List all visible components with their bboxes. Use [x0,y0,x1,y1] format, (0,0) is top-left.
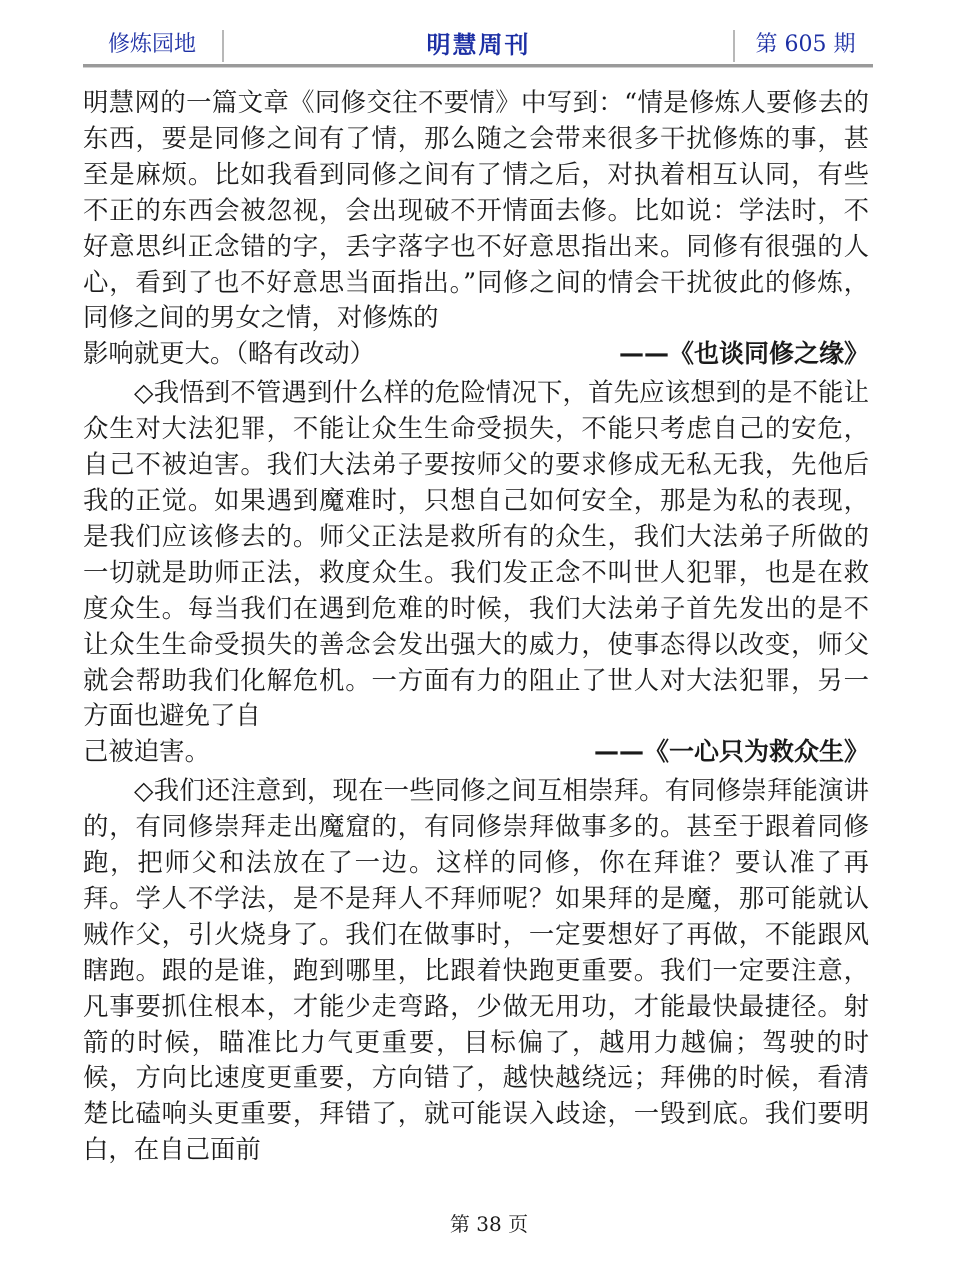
paragraph-closing-line [83,336,869,372]
paragraph-text: ◇我悟到不管遇到什么样的危险情况下，首先应该想到的是不能让众生对大法犯罪，不能让众生生命受损失，不能只考虑自己的安危，自己不被迫害。我们大法弟子要按师父的要求修成无私无我，先他后我的正觉。如果遇到魔难时，只想自己如何安全，那是为私的表现，是我们应该修去的。师父正法是救所有的众生，我们大法弟子所做的一切就是助师正法，救度众生。我们发正念不叫世人犯罪，也是在救度众生。每当我们在遇到危难的时候，我们大法弟子首先发出的是不让众生生命受损失的善念会发出强大的威力，使事态得以改变，师父就会帮助我们化解危机。一方面有力的阻止了世人对大法犯罪，另一方面也避免了自 [83,377,869,731]
paragraph-text: ◇我们还注意到，现在一些同修之间互相崇拜。有同修崇拜能演讲的，有同修崇拜走出魔窟的，有同修崇拜做事多的。甚至于跟着同修跑，把师父和法放在了一边。这样的同修，你在拜谁？要认准了再拜。学人不学法，是不是拜人不拜师呢？如果拜的是魔，那可能就认贼作父，引火烧身了。我们在做事时，一定要想好了再做，不能跟风瞎跑。跟的是谁，跑到哪里，比跟着快跑更重要。我们一定要注意，凡事要抓住根本，才能少走弯路，少做无用功，才能最快最捷径。射箭的时候，瞄准比力气更重要，目标偏了，越用力越偏；驾驶的时候，方向比速度更重要，方向错了，越快越绕远；拜佛的时候，看清楚比磕响头更重要，拜错了，就可能误入歧途，一毁到底。我们要明白，在自己面前 [83,775,869,1165]
issue-number: 第 605 期 [755,32,856,57]
paragraph [83,375,869,734]
header-divider [222,30,224,62]
article-body [83,85,869,1168]
paragraph-closing-line [83,734,869,770]
publication-title: 明慧周刊 [426,31,531,59]
paragraph-text: 己被迫害。 [83,736,210,767]
source-attribution: ——《也谈同修之缘》 [618,339,869,369]
header-rule [83,64,873,68]
paragraph-text: 明慧网的一篇文章《同修交往不要情》中写到：“情是修炼人要修去的东西，要是同修之间有了情，那么随之会带来很多干扰修炼的事，甚至是麻烦。比如我看到同修之间有了情之后，对执着相互认同，有些不正的东西会被忽视，会出现破不开情面去修。比如说：学法时，不好意思纠正念错的字，丢字落字也不好意思指出来。同修有很强的人心，看到了也不好意思当面指出。”同修之间的情会干扰彼此的修炼，同修之间的男女之情，对修炼的 [83,87,869,333]
header-divider [733,30,735,62]
paragraph-text: 影响就更大。（略有改动） [83,338,375,369]
section-name: 修炼园地 [107,32,196,57]
paragraph [83,85,869,336]
source-attribution: ——《一心只为救众生》 [593,737,869,767]
paragraph [83,773,869,1168]
page-number: 第 38 页 [449,1212,529,1236]
page-header [83,24,873,68]
